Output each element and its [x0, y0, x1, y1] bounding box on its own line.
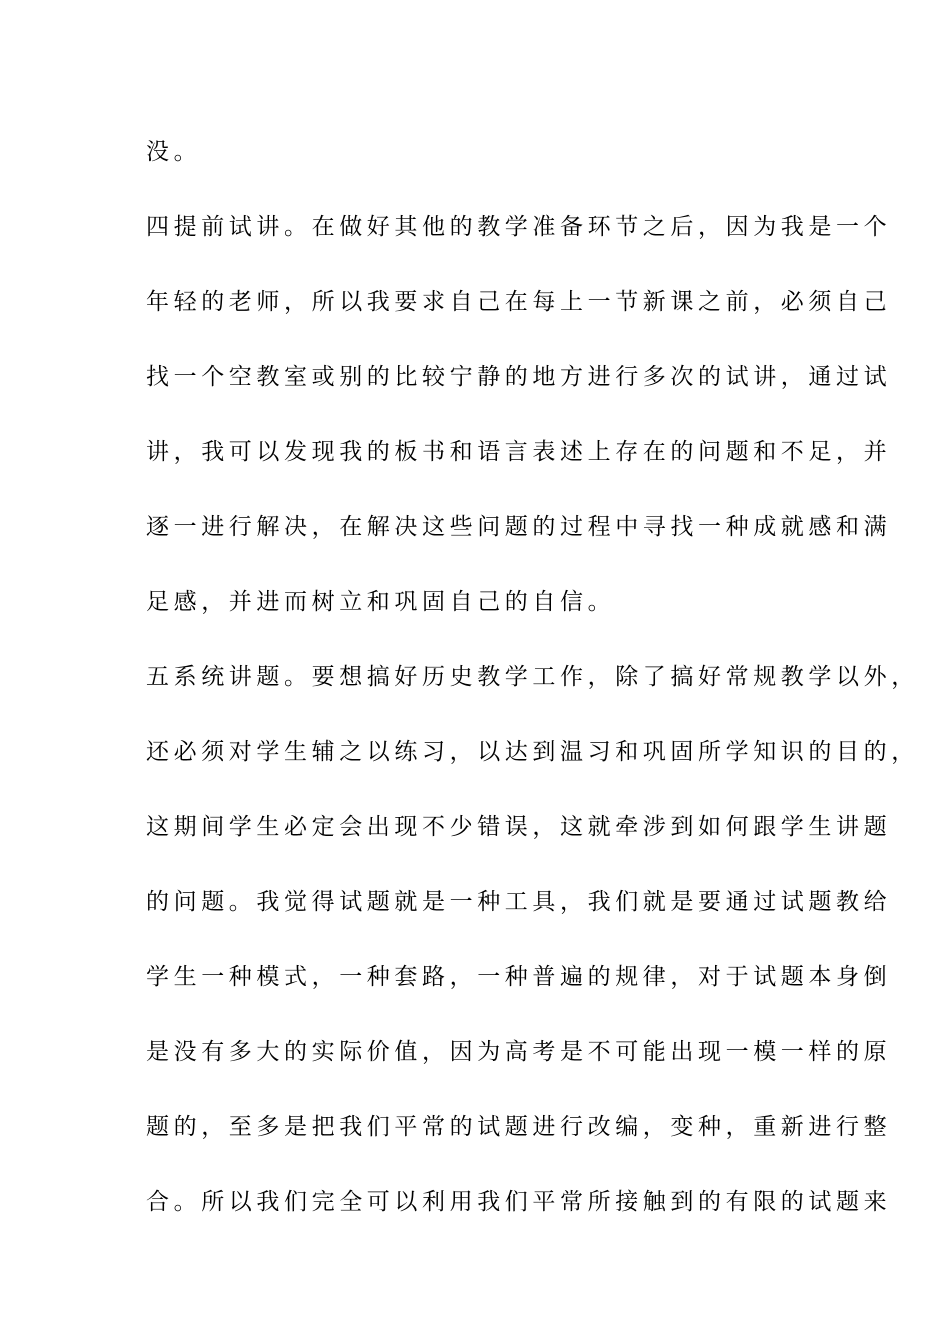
text-line: 是没有多大的实际价值，因为高考是不可能出现一模一样的原 [146, 1039, 892, 1065]
text-line: 这期间学生必定会出现不少错误，这就牵涉到如何跟学生讲题 [146, 814, 892, 840]
text-line: 没。 [146, 139, 202, 165]
text-line: 题的，至多是把我们平常的试题进行改编，变种，重新进行整 [146, 1114, 892, 1140]
text-line: 逐一进行解决，在解决这些问题的过程中寻找一种成就感和满 [146, 514, 892, 540]
text-line: 五系统讲题。要想搞好历史教学工作，除了搞好常规教学以外， [146, 664, 919, 690]
text-line: 讲，我可以发现我的板书和语言表述上存在的问题和不足，并 [146, 439, 892, 465]
text-line: 年轻的老师，所以我要求自己在每上一节新课之前，必须自己 [146, 289, 892, 315]
text-line: 四提前试讲。在做好其他的教学准备环节之后，因为我是一个 [146, 214, 892, 240]
text-line: 合。所以我们完全可以利用我们平常所接触到的有限的试题来 [146, 1189, 892, 1215]
text-line: 还必须对学生辅之以练习，以达到温习和巩固所学知识的目的， [146, 739, 919, 765]
text-line: 找一个空教室或别的比较宁静的地方进行多次的试讲，通过试 [146, 364, 892, 390]
text-line: 学生一种模式，一种套路，一种普遍的规律，对于试题本身倒 [146, 964, 892, 990]
text-line: 足感，并进而树立和巩固自己的自信。 [146, 589, 616, 615]
text-line: 的问题。我觉得试题就是一种工具，我们就是要通过试题教给 [146, 889, 892, 915]
